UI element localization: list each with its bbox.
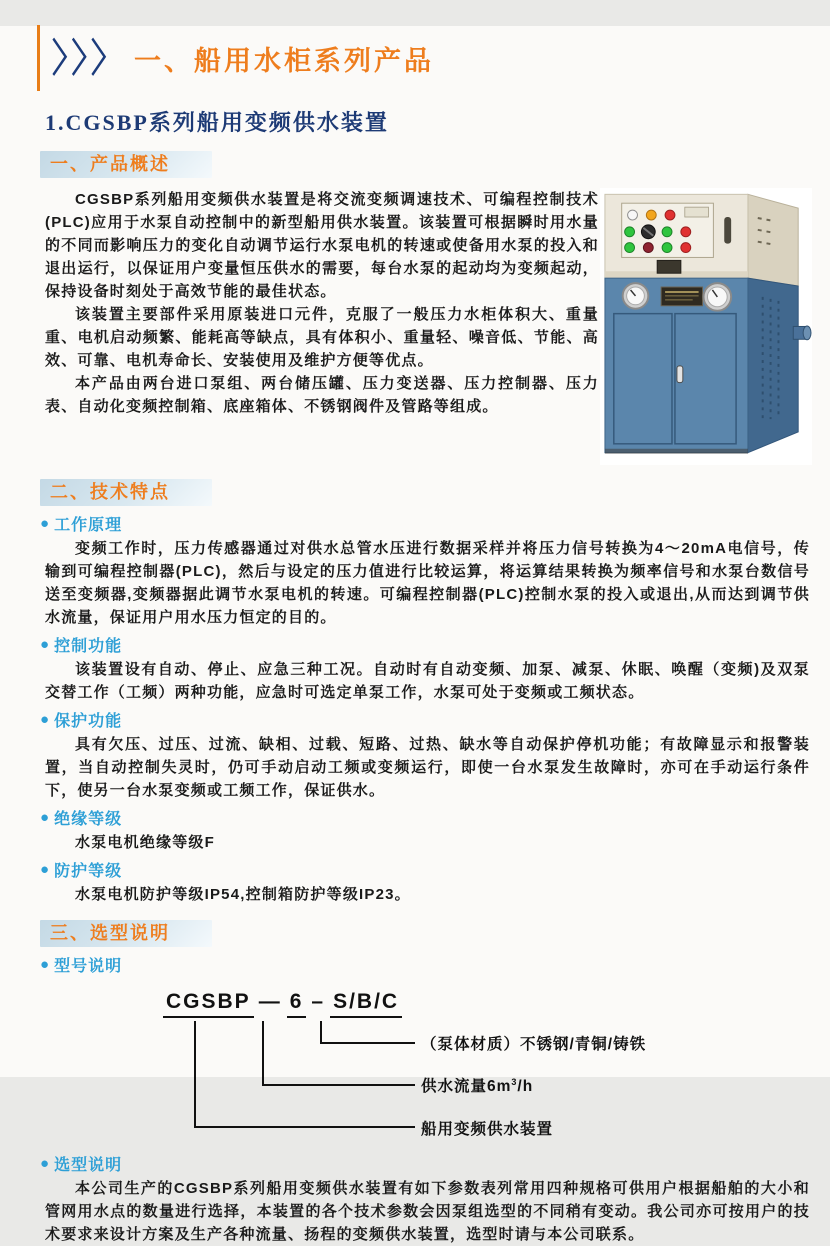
selection-note-heading: 选型说明 (54, 1157, 123, 1174)
model-series-code: CGSBP (163, 990, 254, 1018)
feature-control-function (40, 633, 810, 704)
feature-protection-rating (40, 858, 810, 906)
bullet-icon: ● (40, 711, 51, 728)
selection-note-block (40, 1152, 810, 1175)
model-designation-block (40, 953, 810, 976)
pipe-flange (793, 326, 811, 340)
water-supply-unit-illustration (600, 188, 812, 460)
selection-note-text: 本公司生产的CGSBP系列船用变频供水装置有如下参数表列常用四种规格可供用户根据船舶的大小和管网用水点的数量进行选择，本装置的各个技术参数会因泵组选型的不同稍有变动。我公司亦可按用户的技术要求来设计方案及生产各种流量、扬程的变频供水装置，选型时请与本公司联系。 (45, 1180, 810, 1243)
door-handle (677, 366, 683, 383)
bullet-icon: ● (40, 515, 51, 532)
feature-working-principle (40, 512, 810, 629)
feature-title-text: 防护等级 (54, 863, 123, 880)
overview-paragraph: 本产品由两台进口泵组、两台储压罐、压力变送器、压力控制器、压力表、自动化变频控制箱、底座箱体、不锈钢阀件及管路等组成。 (45, 375, 599, 415)
chapter-title: 一、船用水柜系列产品 (134, 45, 434, 76)
overview-section (45, 188, 812, 465)
switch-plate (657, 260, 681, 273)
selector-knob (641, 225, 655, 239)
bullet-icon: ● (40, 956, 51, 973)
model-designation-diagram (163, 990, 803, 1148)
pressure-gauge-right (704, 283, 732, 311)
product-title: 1.CGSBP系列船用变频供水装置 (45, 110, 389, 135)
bullet-icon: ● (40, 809, 51, 826)
product-photo (600, 188, 812, 465)
section-heading-features: 二、技术特点 (40, 479, 212, 506)
feature-insulation-class (40, 806, 810, 854)
panel-slot (724, 217, 731, 244)
feature-title-text: 绝缘等级 (54, 811, 123, 828)
model-label-device: 船用变频供水装置 (421, 1121, 554, 1138)
model-label-material: （泵体材质）不锈钢/青铜/铸铁 (421, 1036, 647, 1053)
feature-body-text: 具有欠压、过压、过流、缺相、过载、短路、过热、缺水等自动保护停机功能；有故障显示和报警装置，当自动控制失灵时，仍可手动启动工频或变频运行，即使一台水泵发生故障时，亦可在手动运行条件下，使另一台水泵变频或工频工作，保证供水。 (45, 736, 810, 799)
model-heading-text: 型号说明 (54, 958, 123, 975)
feature-title-text: 控制功能 (54, 638, 123, 655)
feature-body-text: 水泵电机绝缘等级F (75, 834, 215, 851)
feature-body-text: 水泵电机防护等级IP54,控制箱防护等级IP23。 (75, 886, 411, 903)
nameplate (661, 287, 702, 306)
model-flow-code: 6 (287, 990, 307, 1018)
section-heading-selection: 三、选型说明 (40, 920, 212, 947)
left-door (614, 314, 672, 444)
overview-text (45, 188, 599, 465)
feature-title-text: 保护功能 (54, 713, 123, 730)
overview-paragraph: 该装置主要部件采用原装进口元件，克服了一般压力水柜体积大、重量重、电机启动频繁、能耗高等缺点，具有体积小、重量轻、噪音低、节能、高效、可靠、电机寿命长、安装使用及维护方便等优点。 (45, 306, 599, 369)
overview-paragraph: CGSBP系列船用变频供水装置是将交流变频调速技术、可编程控制技术(PLC)应用于水泵自动控制中的新型船用供水装置。该装置可根据瞬时用水量的不同而影响压力的变化自动调节运行水泵电机的转速或使备用水泵的投入和退出运行，以保证用户变量恒压供水的需要，每台水泵的起动均为变频起动，保持设备时刻处于高效节能的最佳状态。 (45, 191, 599, 300)
chapter-header (37, 26, 830, 90)
pump-cabinet (605, 278, 811, 454)
accent-bar (37, 25, 40, 91)
pressure-gauge-left (623, 283, 649, 309)
diagram-connector-lines (163, 1021, 423, 1146)
section-heading-overview: 一、产品概述 (40, 151, 212, 178)
control-cabinet (605, 194, 798, 286)
control-panel (622, 203, 714, 257)
model-material-code: S/B/C (330, 990, 402, 1018)
model-label-flow: 供水流量$6m^3/h$ (421, 1077, 534, 1095)
feature-title-text: 工作原理 (54, 517, 123, 534)
catalog-page (0, 26, 830, 1243)
feature-protection-function (40, 708, 810, 802)
feature-body-text: 该装置设有自动、停止、应急三种工况。自动时有自动变频、加泵、减泵、休眠、唤醒（变频)及双泵交替工作（工频）两种功能，应急时可选定单泵工作，水泵可处于变频或工频状态。 (45, 661, 810, 701)
feature-body-text: 变频工作时，压力传感器通过对供水总管水压进行数据采样并将压力信号转换为4～20mA电信号，传输到可编程控制器(PLC)，然后与设定的压力值进行比较运算，将运算结果转换为频率信号和水泵台数信号送至变频器,变频器据此调节水泵电机的转速。可编程控制器(PLC)控制水泵的投入或退出,从而达到调节供水流量，保证用户用水压力恒定的目的。 (45, 540, 810, 626)
chevrons-icon: 〉〉〉 (52, 36, 126, 80)
bullet-icon: ● (40, 636, 51, 653)
right-door (675, 314, 736, 444)
bullet-icon: ● (40, 1155, 51, 1172)
model-code: CGSBP — 6 – S/B/C (163, 990, 803, 1018)
bullet-icon: ● (40, 861, 51, 878)
